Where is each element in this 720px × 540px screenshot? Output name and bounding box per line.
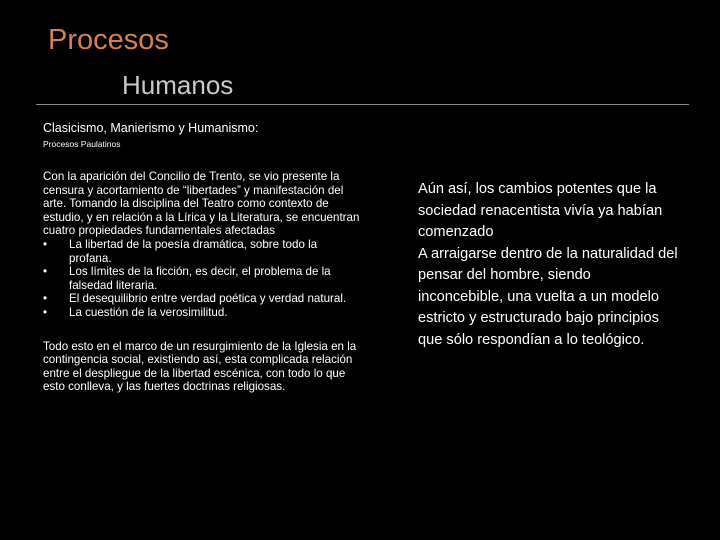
left-column (43, 170, 361, 394)
bullet-item (43, 238, 361, 265)
right-column (418, 179, 680, 351)
right-paragraph: Aún así, los cambios potentes que la sociedad renacentista vivía ya habían comenzado (418, 181, 663, 240)
bullet-text: La libertad de la poesía dramática, sobre todo la profana. (69, 237, 318, 265)
bullet-icon: • (43, 265, 48, 279)
bullet-text: El desequilibrio entre verdad poética y verdad natural. (69, 292, 347, 306)
bullet-text: Los límites de la ficción, es decir, el problema de la falsedad literaria. (69, 265, 331, 292)
divider (36, 104, 689, 105)
slide-subtitle: Humanos (122, 70, 234, 100)
bullet-item (43, 292, 361, 306)
bullet-item (43, 306, 361, 320)
bullet-item (43, 265, 361, 292)
bullet-icon: • (43, 292, 48, 306)
bullet-list (43, 238, 361, 320)
bullet-icon: • (43, 305, 48, 319)
closing-paragraph: Todo esto en el marco de un resurgimiento de la Iglesia en la contingencia social, existiendo así, esta complicada relación entre el despliegue de la libertad escénica, con todo lo que esto conlleva, y las fuertes doctrinas religiosas. (43, 339, 357, 394)
right-paragraph: A arraigarse dentro de la naturalidad del pensar del hombre, siendo inconcebible, una vuelta a un modelo estricto y estructurado bajo principios que sólo respondían a lo teológico. (418, 245, 678, 348)
intro-paragraph: Con la aparición del Concilio de Trento, se vio presente la censura y acortamiento de “libertades” y manifestación del arte. Tomando la disciplina del Teatro como contexto de estudio, y en relación a la Lírica y la Literatura, se encuentran cuatro propiedades fundamentales afectadas (43, 170, 360, 238)
slide-title: Procesos (48, 24, 169, 56)
section-heading: Clasicismo, Manierismo y Humanismo: (43, 121, 259, 135)
bullet-icon: • (43, 237, 48, 251)
section-subheading: Procesos Paulatinos (43, 139, 121, 149)
bullet-text: La cuestión de la verosimilitud. (69, 305, 228, 319)
